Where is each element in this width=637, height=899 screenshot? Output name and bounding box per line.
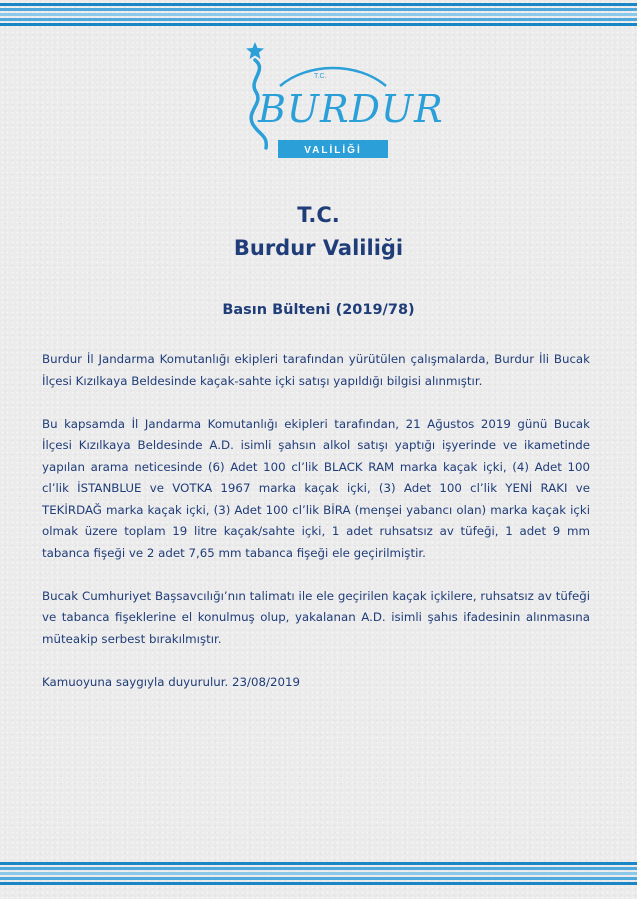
- header-office: Burdur Valiliği: [233, 236, 404, 260]
- closing-line: Kamuoyuna saygıyla duyurulur. 23/08/2019: [42, 674, 300, 689]
- burdur-valiligi-logo: [238, 40, 444, 165]
- bulletin-body: [42, 349, 590, 715]
- star-icon: [246, 42, 264, 59]
- paragraph: Bucak Cumhuriyet Başsavcılığı’nın talimatı ile ele geçirilen kaçak içkilere, ruhsatsız av tüfeği ve tabanca fişeklerine el konulmuş olup, yakalanan A.D. isimli şahıs ifadesinin alınmasına müteakip serbest bırakılmıştır.: [42, 588, 590, 646]
- bulletin-title: Basın Bülteni (2019/78): [222, 302, 415, 318]
- top-border-stripes: [0, 3, 637, 28]
- title-block: [0, 200, 637, 263]
- logo-tc-text: T.C.: [314, 73, 327, 80]
- paragraph: Bu kapsamda İl Jandarma Komutanlığı ekipleri tarafından, 21 Ağustos 2019 günü Bucak İlçesi Kızılkaya Beldesinde A.D. isimli şahsın alkol satışı yaptığı işyerinde ve ikametinde yapılan arama neticesinde (6) Adet 100 cl’lik BLACK RAM marka kaçak içki, (4) Adet 100 cl’lik İSTANBLUE ve VOTKA 1967 marka kaçak içki, (3) Adet 100 cl’lik YENİ RAKI ve TEKİRDAĞ marka kaçak içki, (3) Adet 100 cl’lik BİRA (menşei yabancı olan) marka kaçak içki olmak üzere toplam 19 litre kaçak/sahte içki, 1 adet ruhsatsız av tüfeği, 1 adet 9 mm tabanca fişeği ve 2 adet 7,65 mm tabanca fişeği ele geçirilmiştir.: [42, 416, 590, 560]
- dome-arc: [280, 68, 386, 86]
- logo-valiligi-text: VALİLİĞİ: [304, 145, 362, 156]
- header-tc: T.C.: [297, 203, 340, 227]
- bottom-border-stripes: [0, 862, 637, 887]
- logo-burdur-text: BURDUR: [258, 87, 444, 131]
- paragraph: Burdur İl Jandarma Komutanlığı ekipleri tarafından yürütülen çalışmalarda, Burdur İli Bucak İlçesi Kızılkaya Beldesinde kaçak-sahte içki satışı yapıldığı bilgisi alınmıştır.: [42, 352, 590, 388]
